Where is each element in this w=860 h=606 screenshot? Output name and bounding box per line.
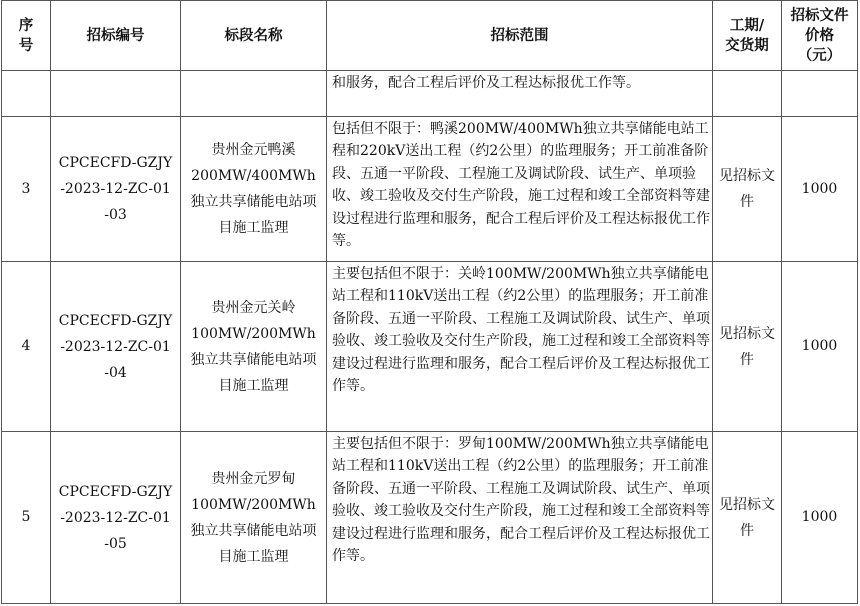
header-no bbox=[2, 1, 51, 71]
table-row bbox=[2, 117, 858, 262]
scope-text: 和服务，配合工程后评价及工程达标报优工作等。 bbox=[332, 75, 640, 91]
cell-scope bbox=[327, 262, 713, 432]
code-text: CPCECFD-GZJY-2023-12-ZC-01-04 bbox=[58, 312, 173, 381]
table-row bbox=[2, 262, 858, 432]
scope-text: 主要包括但不限于：罗甸100MW/200MWh独立共享储能电站工程和110kV送出工程（约2公里）的监理服务；开工前准备阶段、五通一平阶段、工程施工及调试阶段、试生产、单项验收、竣工验收及交付生产阶段，施工过程和竣工全部资料等建设过程进行监理和服务，配合工程后评价及工程达标报优工作等。 bbox=[332, 436, 710, 565]
table-row bbox=[2, 432, 858, 604]
header-scope: 招标范围 bbox=[327, 1, 713, 71]
cell-scope bbox=[327, 432, 713, 604]
cell-scope bbox=[327, 117, 713, 262]
cell-code bbox=[51, 71, 181, 117]
code-text: CPCECFD-GZJY-2023-12-ZC-01-03 bbox=[58, 155, 173, 223]
cell-name bbox=[181, 71, 327, 117]
scope-text: 包括但不限于：鸭溪200MW/400MWh独立共享储能电站工程和220kV送出工程（约2公里）的监理服务；开工前准备阶段、五通一平阶段、工程施工及调试阶段、试生产、单项验收、竣工验收及交付生产阶段，施工过程和竣工全部资料等建设过程进行监理和服务，配合工程后评价及工程达标报优工作等。 bbox=[332, 121, 710, 250]
scope-text: 主要包括但不限于：关岭100MW/200MWh独立共享储能电站工程和110kV送出工程（约2公里）的监理服务；开工前准备阶段、五通一平阶段、工程施工及调试阶段、试生产、单项验收、竣工验收及交付生产阶段，施工过程和竣工全部资料等建设过程进行监理和服务，配合工程后评价及工程达标报优工作等。 bbox=[332, 266, 710, 395]
cell-price bbox=[782, 71, 858, 117]
header-price-text: 招标文件价格（元） bbox=[790, 6, 849, 64]
cell-name: 贵州金元鸭溪200MW/400MWh独立共享储能电站项目施工监理 bbox=[181, 117, 327, 262]
header-price bbox=[782, 1, 858, 71]
cell-no bbox=[2, 71, 51, 117]
cell-period: 见招标文件 bbox=[713, 117, 782, 262]
cell-period bbox=[713, 71, 782, 117]
cell-period: 见招标文件 bbox=[713, 262, 782, 432]
header-no-text: 序号 bbox=[18, 16, 34, 54]
table-header-row bbox=[2, 1, 858, 71]
cell-no: 5 bbox=[2, 432, 51, 604]
header-code: 招标编号 bbox=[51, 1, 181, 71]
cell-code bbox=[51, 432, 181, 604]
cell-code bbox=[51, 262, 181, 432]
cell-price: 1000 bbox=[782, 117, 858, 262]
cell-no: 3 bbox=[2, 117, 51, 262]
cell-scope bbox=[327, 71, 713, 117]
header-period bbox=[713, 1, 782, 71]
header-name: 标段名称 bbox=[181, 1, 327, 71]
code-text: CPCECFD-GZJY-2023-12-ZC-01-05 bbox=[58, 483, 173, 552]
cell-code bbox=[51, 117, 181, 262]
table-row-continuation bbox=[2, 71, 858, 117]
cell-no: 4 bbox=[2, 262, 51, 432]
header-period-text: 工期/交货期 bbox=[725, 16, 769, 54]
tender-table bbox=[1, 0, 858, 604]
cell-price: 1000 bbox=[782, 432, 858, 604]
cell-period: 见招标文件 bbox=[713, 432, 782, 604]
cell-price: 1000 bbox=[782, 262, 858, 432]
cell-name: 贵州金元关岭100MW/200MWh独立共享储能电站项目施工监理 bbox=[181, 262, 327, 432]
cell-name: 贵州金元罗甸100MW/200MWh独立共享储能电站项目施工监理 bbox=[181, 432, 327, 604]
